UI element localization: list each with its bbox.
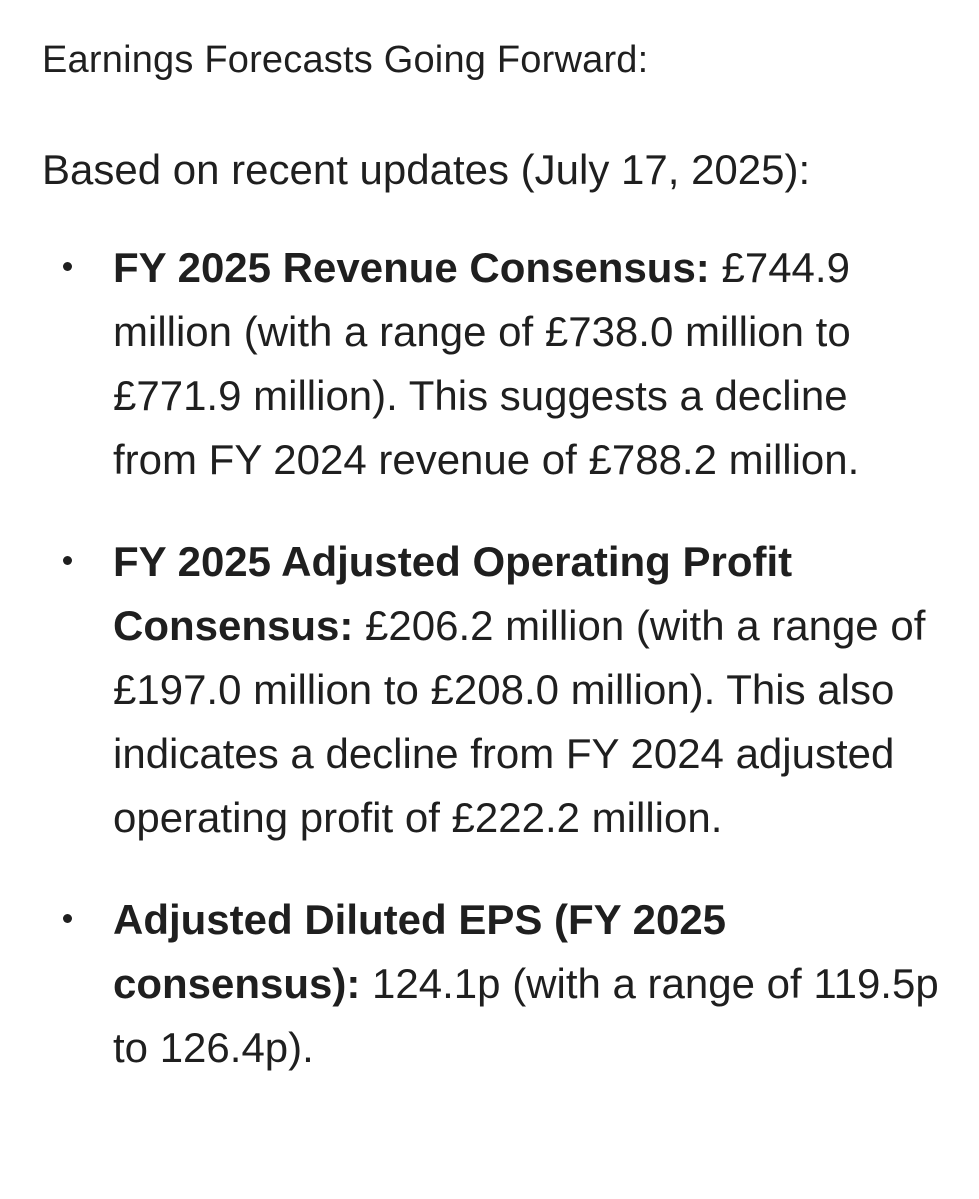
bullet-text: £206.2 million (with a range of £197.0 million to £208.0 million). This also indicates a decline from FY 2024 adjusted operating profit of £222.2 million.	[113, 602, 926, 841]
bullet-label: Adjusted Diluted EPS (FY 2025 consensus):	[113, 896, 727, 1007]
list-item	[0, 236, 979, 492]
section-heading: Earnings Forecasts Going Forward:	[42, 39, 649, 81]
bullet-label: FY 2025 Adjusted Operating Profit Consensus:	[113, 538, 793, 649]
forecast-list	[0, 236, 979, 1080]
bullet-label: FY 2025 Revenue Consensus:	[113, 244, 710, 291]
bullet-icon	[63, 914, 72, 923]
list-item	[0, 888, 979, 1080]
bullet-text: 124.1p (with a range of 119.5p to 126.4p).	[113, 960, 939, 1071]
intro-text: Based on recent updates (July 17, 2025):	[42, 146, 811, 193]
bullet-icon	[63, 262, 72, 271]
bullet-text: £744.9 million (with a range of £738.0 million to £771.9 million). This suggests a decline from FY 2024 revenue of £788.2 million.	[113, 244, 860, 483]
bullet-icon	[63, 556, 72, 565]
list-item	[0, 530, 979, 850]
